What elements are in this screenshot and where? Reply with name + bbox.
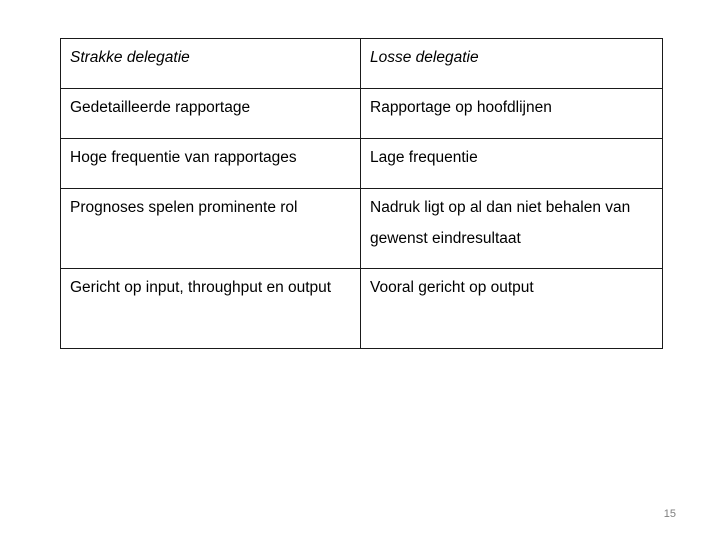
header-cell-strict-delegation: Strakke delegatie xyxy=(61,39,361,89)
delegation-comparison-table xyxy=(60,38,663,349)
table-cell-loose: Rapportage op hoofdlijnen xyxy=(361,89,663,139)
table-cell-strict: Gericht op input, throughput en output xyxy=(61,269,361,349)
table-cell-loose: Vooral gericht op output xyxy=(361,269,663,349)
page-number: 15 xyxy=(663,508,676,520)
table-cell-loose: Lage frequentie xyxy=(361,139,663,189)
table-row xyxy=(61,139,663,189)
table-row xyxy=(61,89,663,139)
header-cell-loose-delegation: Losse delegatie xyxy=(361,39,663,89)
table-cell-strict: Prognoses spelen prominente rol xyxy=(61,189,361,269)
table-cell-strict: Hoge frequentie van rapportages xyxy=(61,139,361,189)
table-header-row xyxy=(61,39,663,89)
table-row xyxy=(61,189,663,269)
table-row xyxy=(61,269,663,349)
table-cell-strict: Gedetailleerde rapportage xyxy=(61,89,361,139)
table-cell-loose: Nadruk ligt op al dan niet behalen van gewenst eindresultaat xyxy=(361,189,663,269)
